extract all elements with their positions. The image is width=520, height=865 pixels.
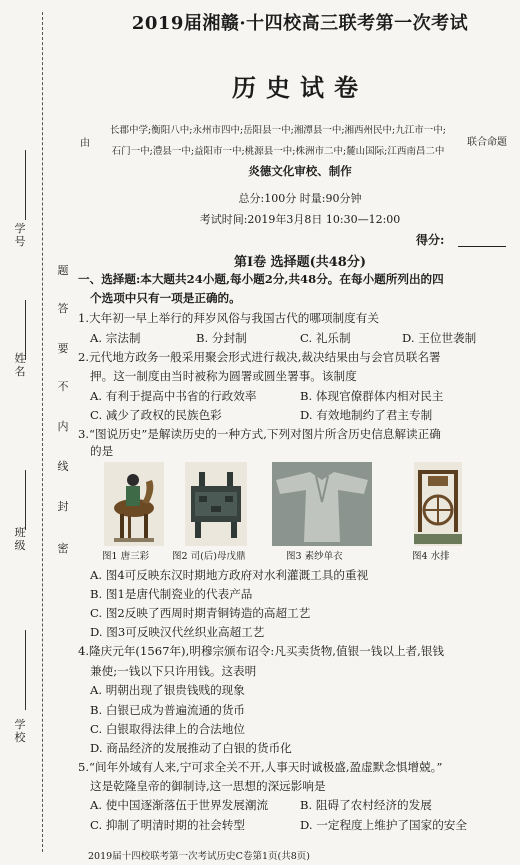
question-2-option-d[interactable]: D. 有效地制约了君主专制 (300, 408, 433, 422)
seal-char: 答 (57, 302, 69, 315)
figure-2-caption: 图2 司(后)母戊鼎 (172, 551, 246, 562)
student-id-line (25, 150, 26, 220)
section-instruction: 个选项中只有一项是正确的。 (90, 291, 241, 305)
question-5-option-a[interactable]: A. 使中国逐渐落伍于世界发展潮流 (90, 798, 269, 812)
part-title: 第Ⅰ卷 选择题(共48分) (234, 255, 366, 270)
score-time-line: 总分:100分 时量:90分钟 (238, 192, 362, 205)
question-1-option-b[interactable]: B. 分封制 (196, 331, 247, 345)
seal-char: 题 (57, 264, 69, 277)
question-3-option-c[interactable]: C. 图2反映了西周时期青铜铸造的高超工艺 (90, 606, 311, 620)
question-2-stem: 押。这一制度由当时被称为圆署或圆坐署事。该制度 (90, 369, 357, 383)
seal-char: 封 (57, 500, 69, 513)
seal-dashed-line (42, 12, 43, 852)
school-list (100, 120, 456, 162)
subject-title: 历史试卷 (232, 73, 368, 102)
seal-char: 内 (57, 420, 69, 433)
question-4-stem: 4.隆庆元年(1567年),明穆宗颁布诏令:凡买卖货物,值银一钱以上者,银钱 (78, 644, 445, 658)
question-5-option-c[interactable]: C. 抑制了明清时期的社会转型 (90, 818, 245, 832)
question-2-option-a[interactable]: A. 有利于提高中书省的行政效率 (90, 389, 257, 403)
school-label: 学校 (14, 718, 26, 744)
figure-3-caption: 图3 素纱单衣 (286, 551, 343, 562)
class-label: 班级 (14, 526, 26, 552)
question-3-option-b[interactable]: B. 图1是唐代制瓷业的代表产品 (90, 587, 253, 601)
question-3-option-a[interactable]: A. 图4可反映东汉时期地方政府对水利灌溉工具的重视 (90, 568, 369, 582)
question-1-option-d[interactable]: D. 王位世袭制 (402, 331, 477, 345)
score-label: 得分: (416, 233, 445, 247)
question-1-option-c[interactable]: C. 礼乐制 (300, 331, 351, 345)
joint-label: 联合命题 (467, 137, 507, 148)
water-bellows-image (414, 462, 462, 546)
question-2-option-b[interactable]: B. 体现官僚群体内相对民主 (300, 389, 444, 403)
question-4-option-a[interactable]: A. 明朝出现了银贵钱贱的现象 (90, 683, 245, 697)
seal-char: 线 (57, 460, 69, 473)
figure-4-caption: 图4 水排 (412, 551, 450, 562)
seal-char: 要 (57, 342, 69, 355)
question-3-option-d[interactable]: D. 图3可反映汉代丝织业高超工艺 (90, 625, 265, 639)
by-label: 由 (80, 138, 90, 149)
tang-sancai-image (104, 462, 164, 546)
school-line (25, 630, 26, 710)
silk-robe-image (272, 462, 372, 546)
seal-char: 密 (57, 542, 69, 555)
question-2-option-c[interactable]: C. 减少了政权的民族色彩 (90, 408, 222, 422)
figure-1-caption: 图1 唐三彩 (102, 551, 150, 562)
question-3-stem: 的是 (90, 444, 114, 458)
question-1-stem: 1.大年初一早上举行的拜岁风俗与我国古代的哪项制度有关 (78, 311, 379, 325)
exam-time-line: 考试时间:2019年3月8日 10:30—12:00 (199, 213, 401, 226)
question-5-stem: 5.“间年外域有人来,宁可求全关不开,人事天时诚极盛,盈虚默念惧增兢。” (78, 760, 443, 774)
bronze-ding-image (185, 462, 247, 546)
school-list-line: 石门一中;澧县一中;益阳市一中;桃源县一中;株洲市二中;麓山国际;江西南昌二中 (111, 146, 445, 157)
question-4-option-b[interactable]: B. 白银已成为普遍流通的货币 (90, 703, 246, 717)
question-5-option-d[interactable]: D. 一定程度上维护了国家的安全 (300, 818, 467, 832)
question-5-option-b[interactable]: B. 阻碍了农村经济的发展 (300, 798, 432, 812)
name-line (25, 300, 26, 360)
score-blank[interactable] (458, 246, 506, 247)
page-footer: 2019届十四校联考第一次考试历史C卷第1页(共8页) (88, 851, 310, 862)
question-4-option-d[interactable]: D. 商品经济的发展推动了白银的货币化 (90, 741, 292, 755)
question-4-option-c[interactable]: C. 白银取得法律上的合法地位 (90, 722, 245, 736)
question-5-stem: 这是乾隆皇帝的御制诗,这一思想的深远影响是 (90, 779, 326, 793)
exam-title: 2019届湘赣·十四校高三联考第一次考试 (131, 13, 469, 34)
question-1-option-a[interactable]: A. 宗法制 (90, 331, 141, 345)
question-2-stem: 2.元代地方政务一般采用聚会形式进行裁决,裁决结果由与会官员联名署 (78, 350, 441, 364)
section-instruction: 一、选择题:本大题共24小题,每小题2分,共48分。在每小题所列出的四 (78, 272, 444, 286)
class-line (25, 470, 26, 530)
maker-line: 炎德文化审校、制作 (248, 164, 352, 178)
question-4-stem: 兼使;一钱以下只许用钱。这表明 (90, 664, 257, 678)
seal-char: 不 (57, 380, 69, 393)
name-label: 姓名 (14, 352, 26, 378)
school-list-line: 长郡中学;衡阳八中;永州市四中;岳阳县一中;湘潭县一中;湘西州民中;九江市一中; (110, 125, 446, 136)
student-id-label: 学号 (14, 222, 26, 248)
question-3-stem: 3.“图说历史”是解读历史的一种方式,下列对图片所含历史信息解读正确 (78, 427, 441, 441)
